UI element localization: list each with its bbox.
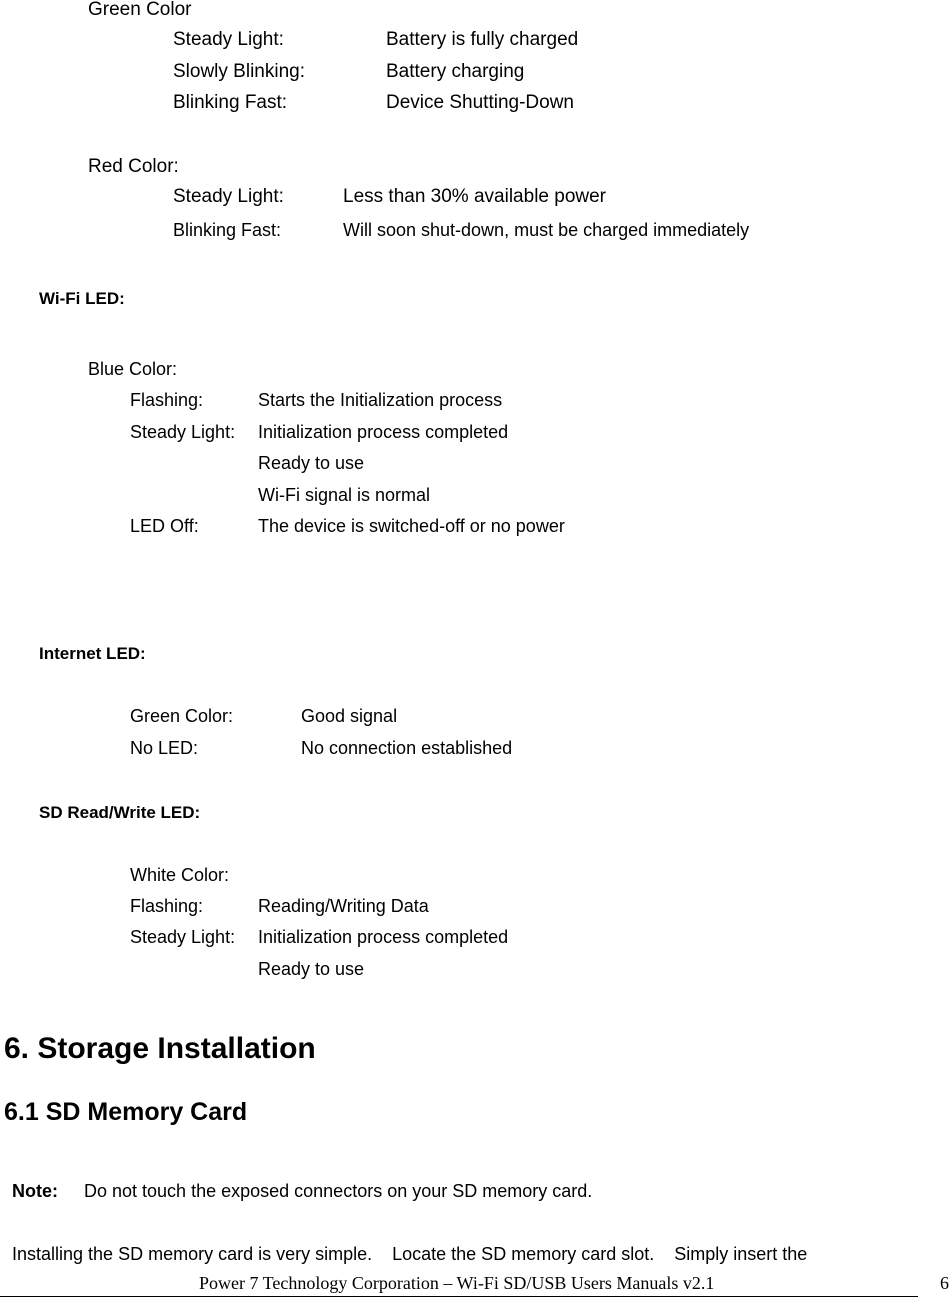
state-label: Steady Light: bbox=[173, 186, 284, 207]
white-color-label: White Color: bbox=[130, 865, 230, 885]
state-desc: Less than 30% available power bbox=[343, 186, 607, 207]
state-desc: Battery charging bbox=[386, 61, 525, 82]
state-label: Steady Light: bbox=[173, 29, 284, 50]
note-label: Note: bbox=[12, 1181, 58, 1201]
blue-color-label: Blue Color: bbox=[88, 359, 178, 379]
state-label: No LED: bbox=[130, 738, 199, 758]
sd-led-heading: SD Read/Write LED: bbox=[39, 803, 201, 822]
state-label: Steady Light: bbox=[130, 422, 236, 442]
state-label: Green Color: bbox=[130, 706, 234, 726]
state-desc: Starts the Initialization process bbox=[258, 390, 503, 410]
state-desc: Ready to use bbox=[258, 959, 365, 979]
state-desc: No connection established bbox=[301, 738, 513, 758]
page-number: 6 bbox=[940, 1273, 949, 1293]
internet-led-heading: Internet LED: bbox=[39, 644, 146, 663]
body-paragraph: Installing the SD memory card is very simple. Locate the SD memory card slot. Simply insert the bbox=[12, 1244, 808, 1264]
state-desc: Good signal bbox=[301, 706, 398, 726]
state-label: Steady Light: bbox=[130, 927, 236, 947]
footer-rule bbox=[0, 1296, 918, 1297]
state-label: Blinking Fast: bbox=[173, 220, 282, 240]
state-desc: Device Shutting-Down bbox=[386, 92, 574, 113]
state-desc: Will soon shut-down, must be charged immediately bbox=[343, 220, 750, 240]
wifi-led-heading: Wi-Fi LED: bbox=[39, 289, 125, 308]
state-label: Flashing: bbox=[130, 896, 204, 916]
state-label: Flashing: bbox=[130, 390, 204, 410]
state-desc: The device is switched-off or no power bbox=[258, 516, 565, 536]
red-color-label: Red Color: bbox=[88, 156, 179, 177]
state-desc: Wi-Fi signal is normal bbox=[258, 485, 431, 505]
state-desc: Ready to use bbox=[258, 453, 365, 473]
state-desc: Reading/Writing Data bbox=[258, 896, 429, 916]
green-color-label: Green Color bbox=[88, 0, 192, 20]
state-label: LED Off: bbox=[130, 516, 199, 536]
state-desc: Initialization process completed bbox=[258, 927, 509, 947]
state-label: Blinking Fast: bbox=[173, 92, 288, 113]
state-desc: Battery is fully charged bbox=[386, 29, 579, 50]
state-desc: Initialization process completed bbox=[258, 422, 509, 442]
section-title: 6. Storage Installation bbox=[4, 1032, 316, 1065]
state-label: Slowly Blinking: bbox=[173, 61, 305, 82]
subsection-title: 6.1 SD Memory Card bbox=[4, 1098, 248, 1126]
note-text: Do not touch the exposed connectors on your SD memory card. bbox=[84, 1181, 593, 1201]
footer-text: Power 7 Technology Corporation – Wi-Fi SD/USB Users Manuals v2.1 bbox=[199, 1273, 715, 1293]
